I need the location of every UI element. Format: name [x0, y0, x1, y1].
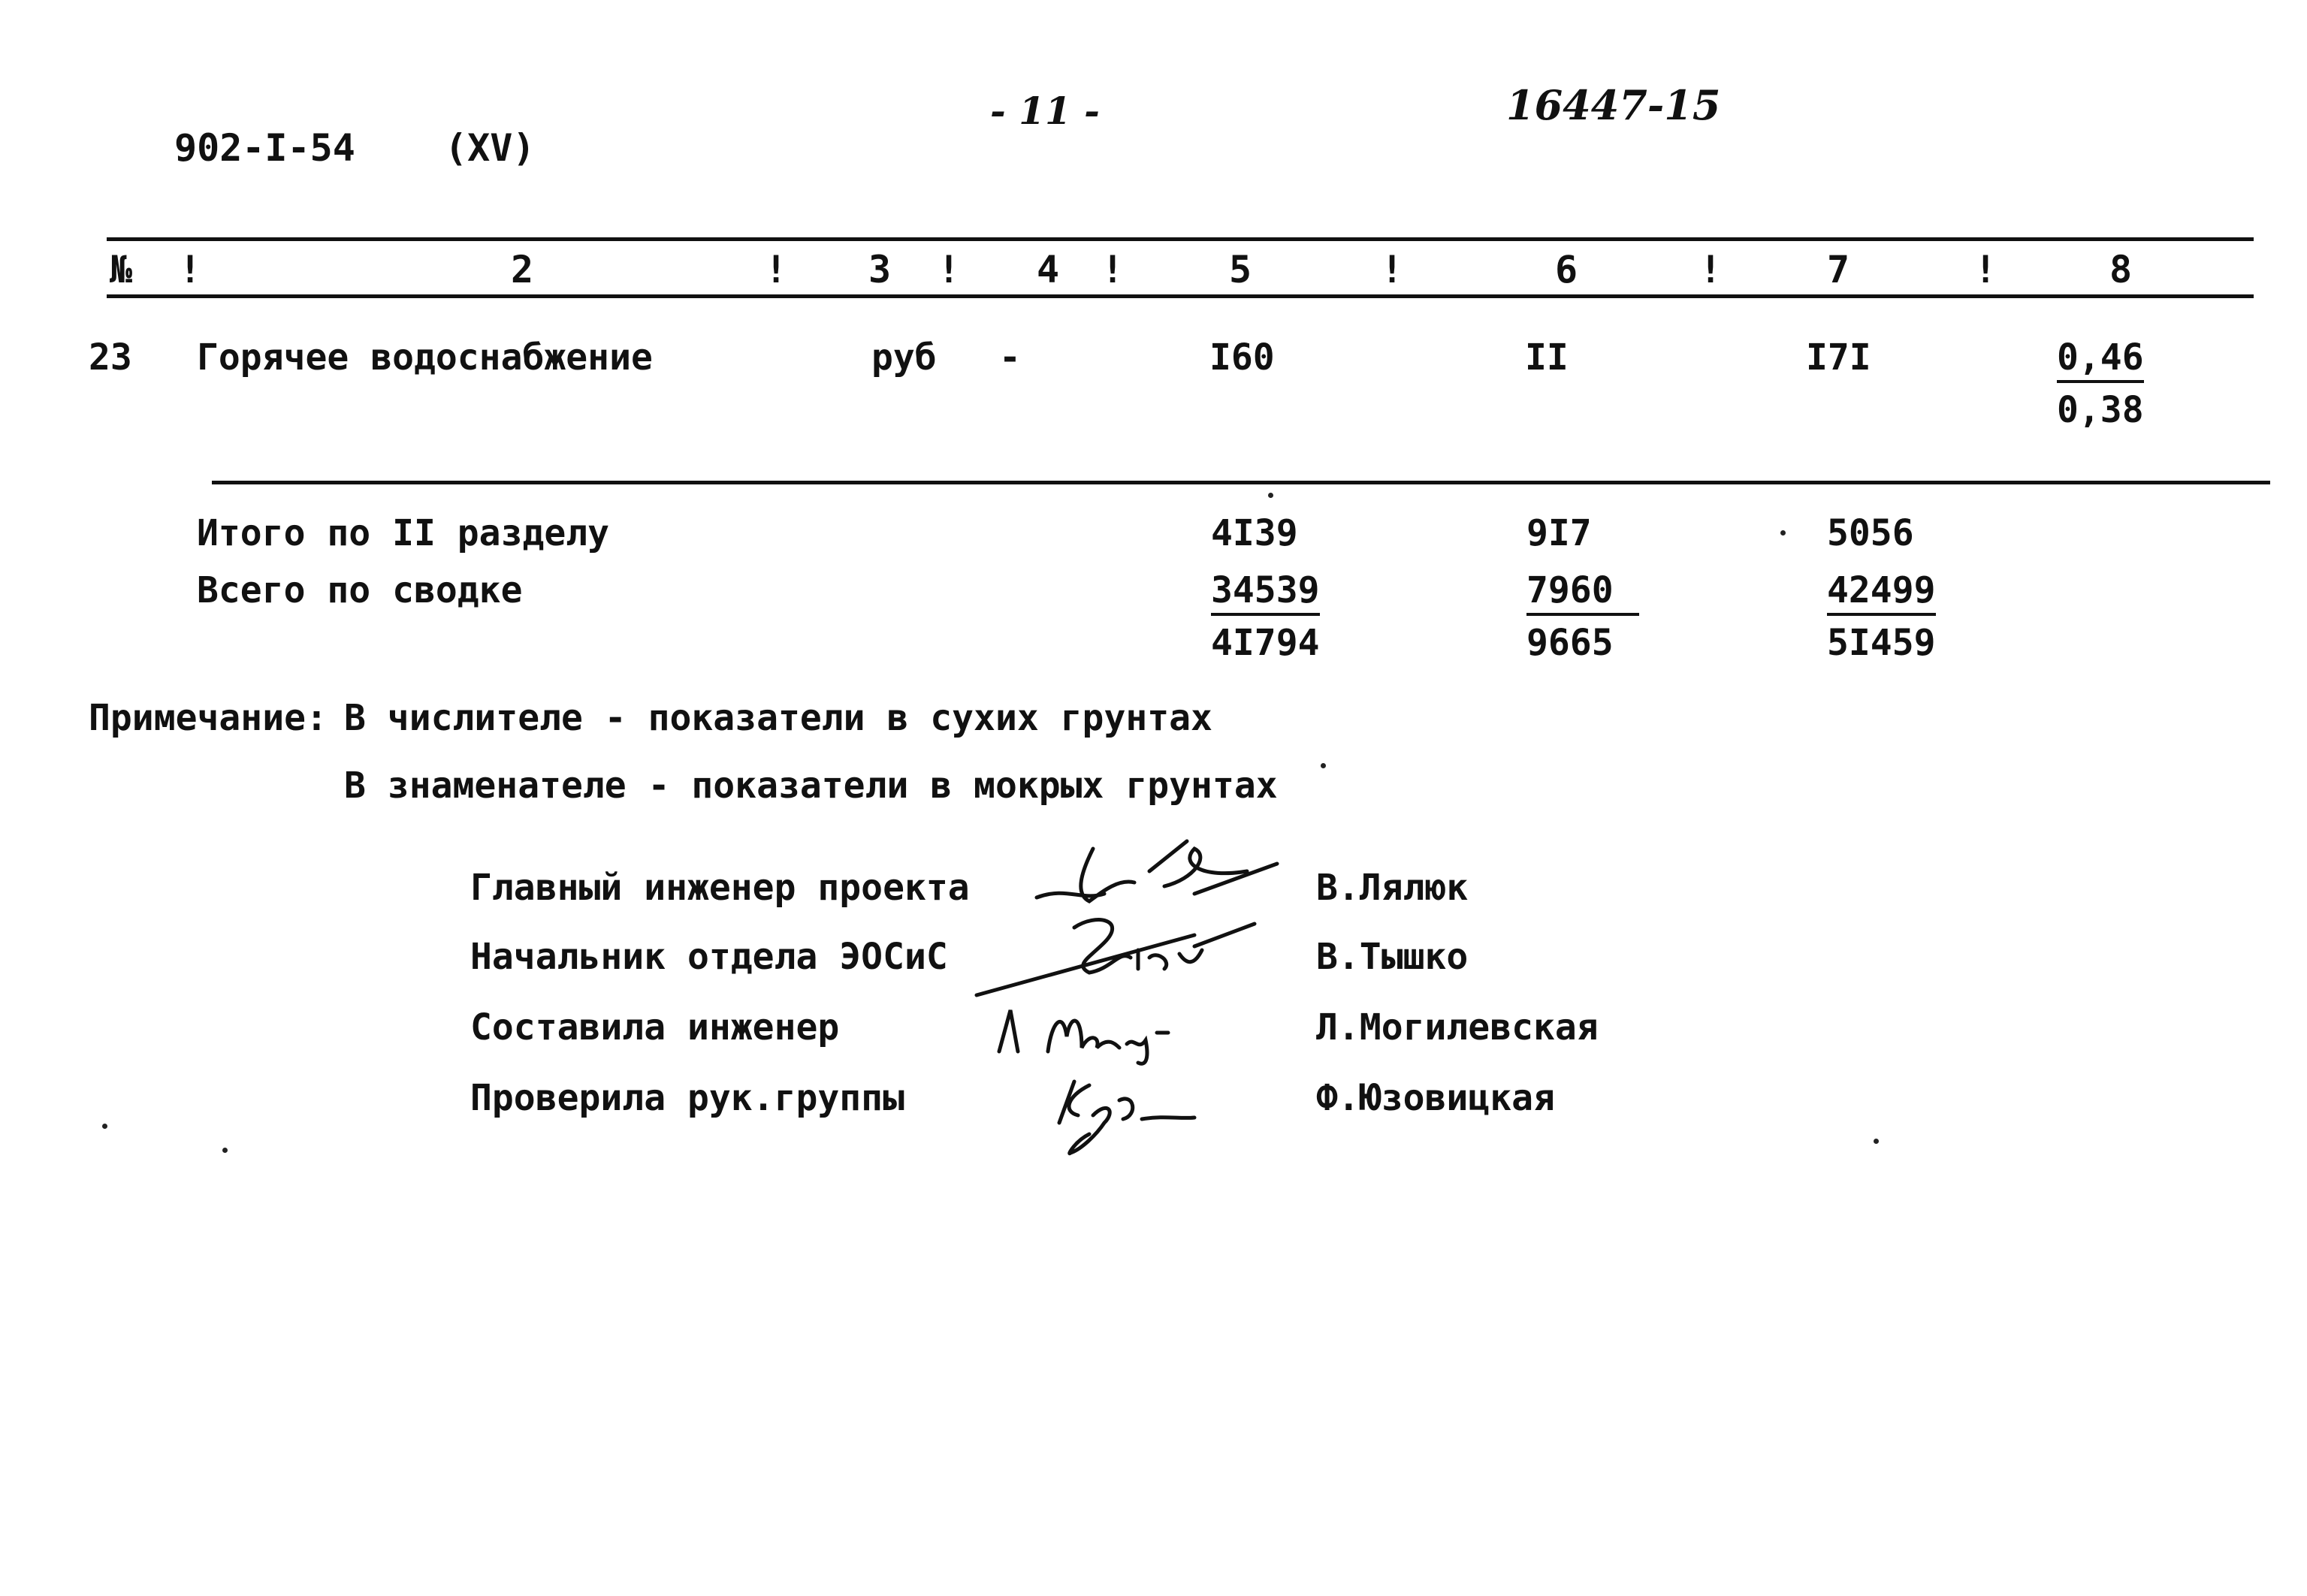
- col-separator: !: [1381, 248, 1404, 291]
- col-separator: !: [765, 248, 788, 291]
- section-total-col7: 5056: [1827, 512, 1914, 554]
- signatory-name: В.Лялюк: [1316, 867, 1469, 909]
- col-separator: !: [1699, 248, 1723, 291]
- signatory-role: Главный инженер проекта: [470, 867, 970, 909]
- signatory-name: Л.Могилевская: [1316, 1006, 1599, 1048]
- col-separator: !: [179, 248, 202, 291]
- col-header-5: 5: [1229, 248, 1252, 291]
- col-header-7: 7: [1827, 248, 1850, 291]
- col-header-8: 8: [2109, 248, 2133, 291]
- grand-total-col7-denominator: 5I459: [1827, 622, 1936, 664]
- grand-total-col6-denominator: 9665: [1526, 622, 1614, 664]
- col-header-number: №: [110, 248, 133, 291]
- scan-speck: [222, 1148, 228, 1153]
- document-code: 902-I-54: [174, 126, 355, 170]
- archive-stamp: 16447-15: [1506, 81, 1721, 129]
- col-header-4: 4: [1037, 248, 1060, 291]
- section-total-label: Итого по II разделу: [197, 512, 610, 554]
- row-col8-numerator: 0,46: [2057, 336, 2144, 383]
- signatory-role: Составила инженер: [470, 1006, 840, 1048]
- handwritten-signature: [969, 905, 1270, 1003]
- note-line-2: В знаменателе - показатели в мокрых грунтах: [344, 765, 1278, 807]
- table-header-bottom-rule: [107, 294, 2254, 298]
- col-separator: !: [938, 248, 961, 291]
- scan-speck: [1321, 763, 1326, 768]
- grand-total-col6-numerator: 7960: [1526, 569, 1639, 616]
- row-col5: I60: [1209, 336, 1275, 379]
- row-col7: I7I: [1806, 336, 1871, 379]
- row-col6: II: [1525, 336, 1569, 379]
- totals-rule: [212, 481, 2270, 484]
- scan-speck: [1268, 493, 1273, 498]
- note-label: Примечание:: [89, 697, 328, 739]
- col-separator: !: [1101, 248, 1125, 291]
- row-name: Горячее водоснабжение: [197, 336, 653, 379]
- row-number: 23: [89, 336, 132, 379]
- scan-speck: [1874, 1139, 1879, 1144]
- grand-total-col5-denominator: 4I794: [1211, 622, 1320, 664]
- section-total-col6: 9I7: [1526, 512, 1592, 554]
- table-top-rule: [107, 237, 2254, 241]
- handwritten-signature: [1037, 1059, 1202, 1164]
- album-number: (XV): [445, 126, 536, 170]
- section-total-col5: 4I39: [1211, 512, 1298, 554]
- signatory-name: В.Тышко: [1316, 936, 1469, 978]
- grand-total-col7-numerator: 42499: [1827, 569, 1936, 616]
- col-separator: !: [1974, 248, 1997, 291]
- signatory-name: Ф.Юзовицкая: [1316, 1077, 1555, 1119]
- grand-total-col5-numerator: 34539: [1211, 569, 1320, 616]
- signatory-role: Проверила рук.группы: [470, 1077, 904, 1119]
- grand-total-label: Всего по сводке: [197, 569, 523, 611]
- row-col4: -: [999, 336, 1021, 379]
- handwritten-signature: [977, 991, 1202, 1067]
- col-header-2: 2: [511, 248, 534, 291]
- page-number: - 11 -: [990, 89, 1100, 133]
- col-header-3: 3: [868, 248, 892, 291]
- scan-speck: [1780, 530, 1786, 536]
- note-line-1: В числителе - показатели в сухих грунтах: [344, 697, 1212, 739]
- handwritten-signature: [1022, 826, 1292, 916]
- scan-speck: [102, 1124, 107, 1129]
- row-col8-denominator: 0,38: [2057, 389, 2144, 431]
- col-header-6: 6: [1555, 248, 1578, 291]
- row-unit: руб: [871, 336, 937, 379]
- signatory-role: Начальник отдела ЭОСиС: [470, 936, 948, 978]
